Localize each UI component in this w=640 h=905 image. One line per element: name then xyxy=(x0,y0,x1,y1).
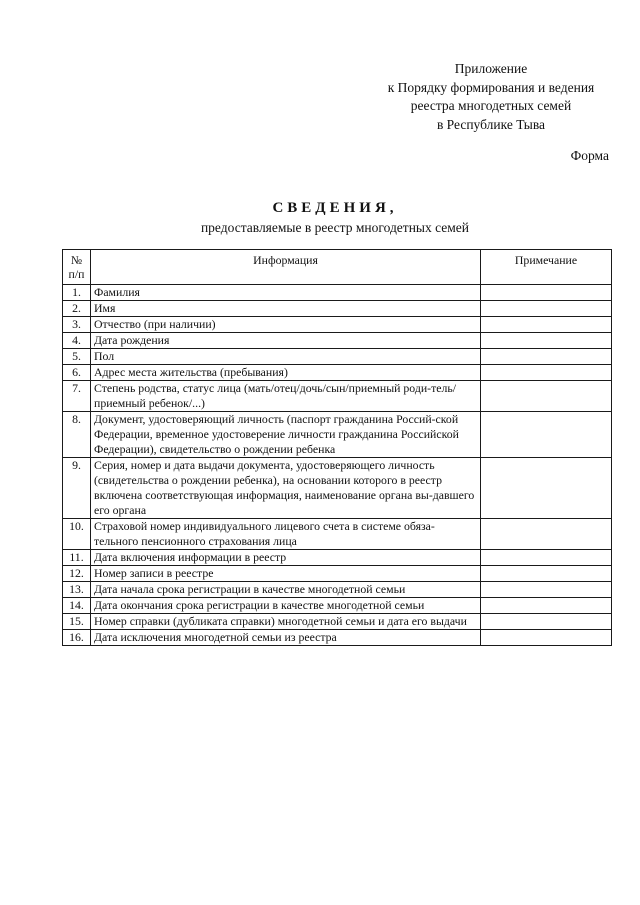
table-header-row xyxy=(63,250,612,285)
appendix-block xyxy=(360,60,622,134)
table-row xyxy=(63,412,612,458)
row-note xyxy=(481,349,612,365)
appendix-line: к Порядку формирования и ведения xyxy=(387,79,595,95)
appendix-line: реестра многодетных семей xyxy=(410,98,572,113)
row-number: 1. xyxy=(63,285,91,301)
row-number: 2. xyxy=(63,301,91,317)
form-label: Форма xyxy=(570,148,609,163)
row-number: 5. xyxy=(63,349,91,365)
row-note xyxy=(481,630,612,646)
table-row xyxy=(63,582,612,598)
table-row xyxy=(63,550,612,566)
row-note xyxy=(481,333,612,349)
appendix-line: в Республике Тыва xyxy=(436,116,546,132)
row-information: Отчество (при наличии) xyxy=(91,317,481,333)
table-row xyxy=(63,317,612,333)
row-number: 10. xyxy=(63,519,91,550)
row-number: 9. xyxy=(63,458,91,519)
row-note xyxy=(481,365,612,381)
row-information: Номер справки (дубликата справки) многодетной семьи и дата его выдачи xyxy=(91,614,481,630)
table-row xyxy=(63,519,612,550)
row-information: Номер записи в реестре xyxy=(91,566,481,582)
row-information: Страховой номер индивидуального лицевого счета в системе обяза-тельного пенсионного страхования лица xyxy=(91,519,481,550)
table-row xyxy=(63,349,612,365)
row-information: Степень родства, статус лица (мать/отец/дочь/сын/приемный роди-тель/приемный ребенок/...) xyxy=(91,381,481,412)
row-number: 12. xyxy=(63,566,91,582)
table-row xyxy=(63,614,612,630)
header-number-sub: п/п xyxy=(68,267,85,281)
table-row xyxy=(63,598,612,614)
row-note xyxy=(481,582,612,598)
row-information: Дата рождения xyxy=(91,333,481,349)
table-row xyxy=(63,566,612,582)
row-information: Имя xyxy=(91,301,481,317)
row-number: 13. xyxy=(63,582,91,598)
row-note xyxy=(481,301,612,317)
table-row xyxy=(63,630,612,646)
row-number: 8. xyxy=(63,412,91,458)
row-number: 14. xyxy=(63,598,91,614)
registry-table xyxy=(62,249,612,646)
header-number xyxy=(63,250,91,285)
table-row xyxy=(63,381,612,412)
row-information: Дата исключения многодетной семьи из реестра xyxy=(91,630,481,646)
row-number: 3. xyxy=(63,317,91,333)
table-row xyxy=(63,285,612,301)
table-row xyxy=(63,301,612,317)
table-row xyxy=(63,333,612,349)
row-note xyxy=(481,285,612,301)
row-number: 11. xyxy=(63,550,91,566)
row-information: Адрес места жительства (пребывания) xyxy=(91,365,481,381)
row-number: 4. xyxy=(63,333,91,349)
row-note xyxy=(481,412,612,458)
document-title: СВЕДЕНИЯ, xyxy=(272,200,398,216)
row-note xyxy=(481,458,612,519)
row-information: Документ, удостоверяющий личность (паспорт гражданина Россий-ской Федерации, временное удостоверение личности гражданина Российской Федерации), свидетельство о рождении ребенка xyxy=(91,412,481,458)
header-number-symbol: № xyxy=(70,253,83,267)
header-note: Примечание xyxy=(481,250,612,285)
row-information: Дата включения информации в реестр xyxy=(91,550,481,566)
document-subtitle: предоставляемые в реестр многодетных семей xyxy=(200,220,470,235)
row-note xyxy=(481,550,612,566)
row-information: Дата окончания срока регистрации в качестве многодетной семьи xyxy=(91,598,481,614)
row-note xyxy=(481,317,612,333)
table-row xyxy=(63,458,612,519)
row-information: Серия, номер и дата выдачи документа, удостоверяющего личность (свидетельства о рождении ребенка), на основании которого в реестр включена соответствующая информация, наименование органа вы-давшего его органа xyxy=(91,458,481,519)
row-information: Пол xyxy=(91,349,481,365)
row-number: 7. xyxy=(63,381,91,412)
row-information: Дата начала срока регистрации в качестве многодетной семьи xyxy=(91,582,481,598)
row-note xyxy=(481,566,612,582)
row-number: 16. xyxy=(63,630,91,646)
header-information: Информация xyxy=(91,250,481,285)
row-information: Фамилия xyxy=(91,285,481,301)
row-note xyxy=(481,519,612,550)
row-note xyxy=(481,598,612,614)
row-note xyxy=(481,381,612,412)
row-note xyxy=(481,614,612,630)
row-number: 15. xyxy=(63,614,91,630)
row-number: 6. xyxy=(63,365,91,381)
table-row xyxy=(63,365,612,381)
appendix-line: Приложение xyxy=(454,61,528,76)
